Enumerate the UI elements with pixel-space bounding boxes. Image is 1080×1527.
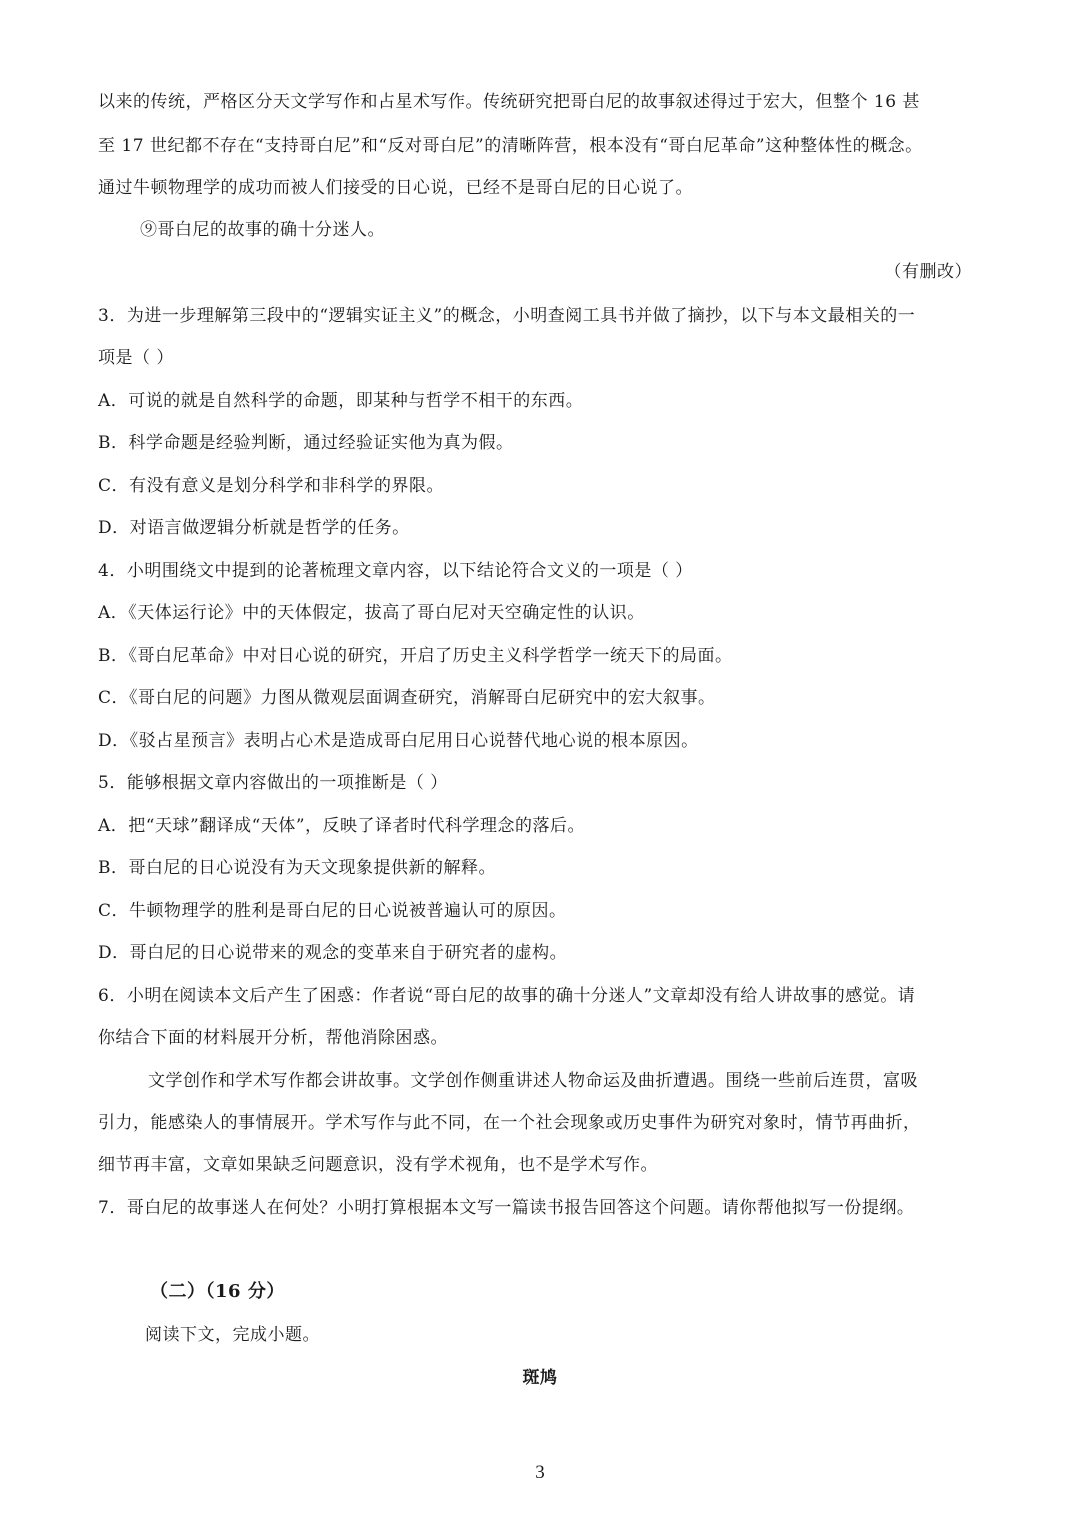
article-title: 斑鸠: [522, 1368, 558, 1388]
passage-line-1: 以来的传统，严格区分天文学写作和占星术写作。传统研究把哥白尼的故事叙述得过于宏大，但整个 16 甚: [98, 92, 920, 112]
section-2-instruction: 阅读下文，完成小题。: [145, 1325, 320, 1345]
q3-stem-line-1: 3．为进一步理解第三段中的“逻辑实证主义”的概念，小明查阅工具书并做了摘抄，以下与本文最相关的一: [98, 306, 916, 326]
q5-option-b: B．哥白尼的日心说没有为天文现象提供新的解释。: [98, 858, 496, 878]
passage-paragraph-9: ⑨哥白尼的故事的确十分迷人。: [140, 220, 385, 240]
q3-stem-line-2: 项是（ ）: [98, 348, 174, 368]
q3-option-a: A．可说的就是自然科学的命题，即某种与哲学不相干的东西。: [98, 391, 584, 411]
q6-material-line-2: 引力，能感染人的事情展开。学术写作与此不同，在一个社会现象或历史事件为研究对象时，情节再曲折，: [98, 1113, 921, 1133]
q6-stem-line-2: 你结合下面的材料展开分析，帮他消除困惑。: [98, 1028, 448, 1048]
q5-option-d: D．哥白尼的日心说带来的观念的变革来自于研究者的虚构。: [98, 943, 568, 963]
q5-option-c: C．牛顿物理学的胜利是哥白尼的日心说被普遍认可的原因。: [98, 901, 567, 921]
section-2-heading: （二）（16 分）: [150, 1281, 285, 1302]
q4-option-c: C．《哥白尼的问题》力图从微观层面调查研究，消解哥白尼研究中的宏大叙事。: [98, 688, 716, 708]
passage-line-2: 至 17 世纪都不存在“支持哥白尼”和“反对哥白尼”的清晰阵营，根本没有“哥白尼革命”这种整体性的概念。: [98, 136, 923, 156]
passage-line-3: 通过牛顿物理学的成功而被人们接受的日心说，已经不是哥白尼的日心说了。: [98, 178, 693, 198]
q4-stem: 4．小明围绕文中提到的论著梳理文章内容，以下结论符合文义的一项是（ ）: [98, 561, 693, 581]
q4-option-a: A．《天体运行论》中的天体假定，拔高了哥白尼对天空确定性的认识。: [98, 603, 645, 623]
q4-option-b: B．《哥白尼革命》中对日心说的研究，开启了历史主义科学哲学一统天下的局面。: [98, 646, 733, 666]
source-note: （有删改）: [884, 262, 972, 282]
q5-stem: 5．能够根据文章内容做出的一项推断是（ ）: [98, 773, 448, 793]
q3-option-d: D．对语言做逻辑分析就是哲学的任务。: [98, 518, 410, 538]
page-number: 3: [535, 1462, 545, 1483]
q3-option-c: C．有没有意义是划分科学和非科学的界限。: [98, 476, 445, 496]
q5-option-a: A．把“天球”翻译成“天体”，反映了译者时代科学理念的落后。: [98, 816, 586, 836]
q4-option-d: D．《驳占星预言》表明占心术是造成哥白尼用日心说替代地心说的根本原因。: [98, 731, 699, 751]
q6-material-line-3: 细节再丰富，文章如果缺乏问题意识，没有学术视角，也不是学术写作。: [98, 1155, 658, 1175]
q6-stem-line-1: 6．小明在阅读本文后产生了困惑：作者说“哥白尼的故事的确十分迷人”文章却没有给人讲故事的感觉。请: [98, 986, 916, 1006]
q7-stem: 7．哥白尼的故事迷人在何处？小明打算根据本文写一篇读书报告回答这个问题。请你帮他拟写一份提纲。: [98, 1198, 915, 1218]
q6-material-line-1: 文学创作和学术写作都会讲故事。文学创作侧重讲述人物命运及曲折遭遇。围绕一些前后连贯，富吸: [148, 1071, 918, 1091]
q3-option-b: B．科学命题是经验判断，通过经验证实他为真为假。: [98, 433, 514, 453]
